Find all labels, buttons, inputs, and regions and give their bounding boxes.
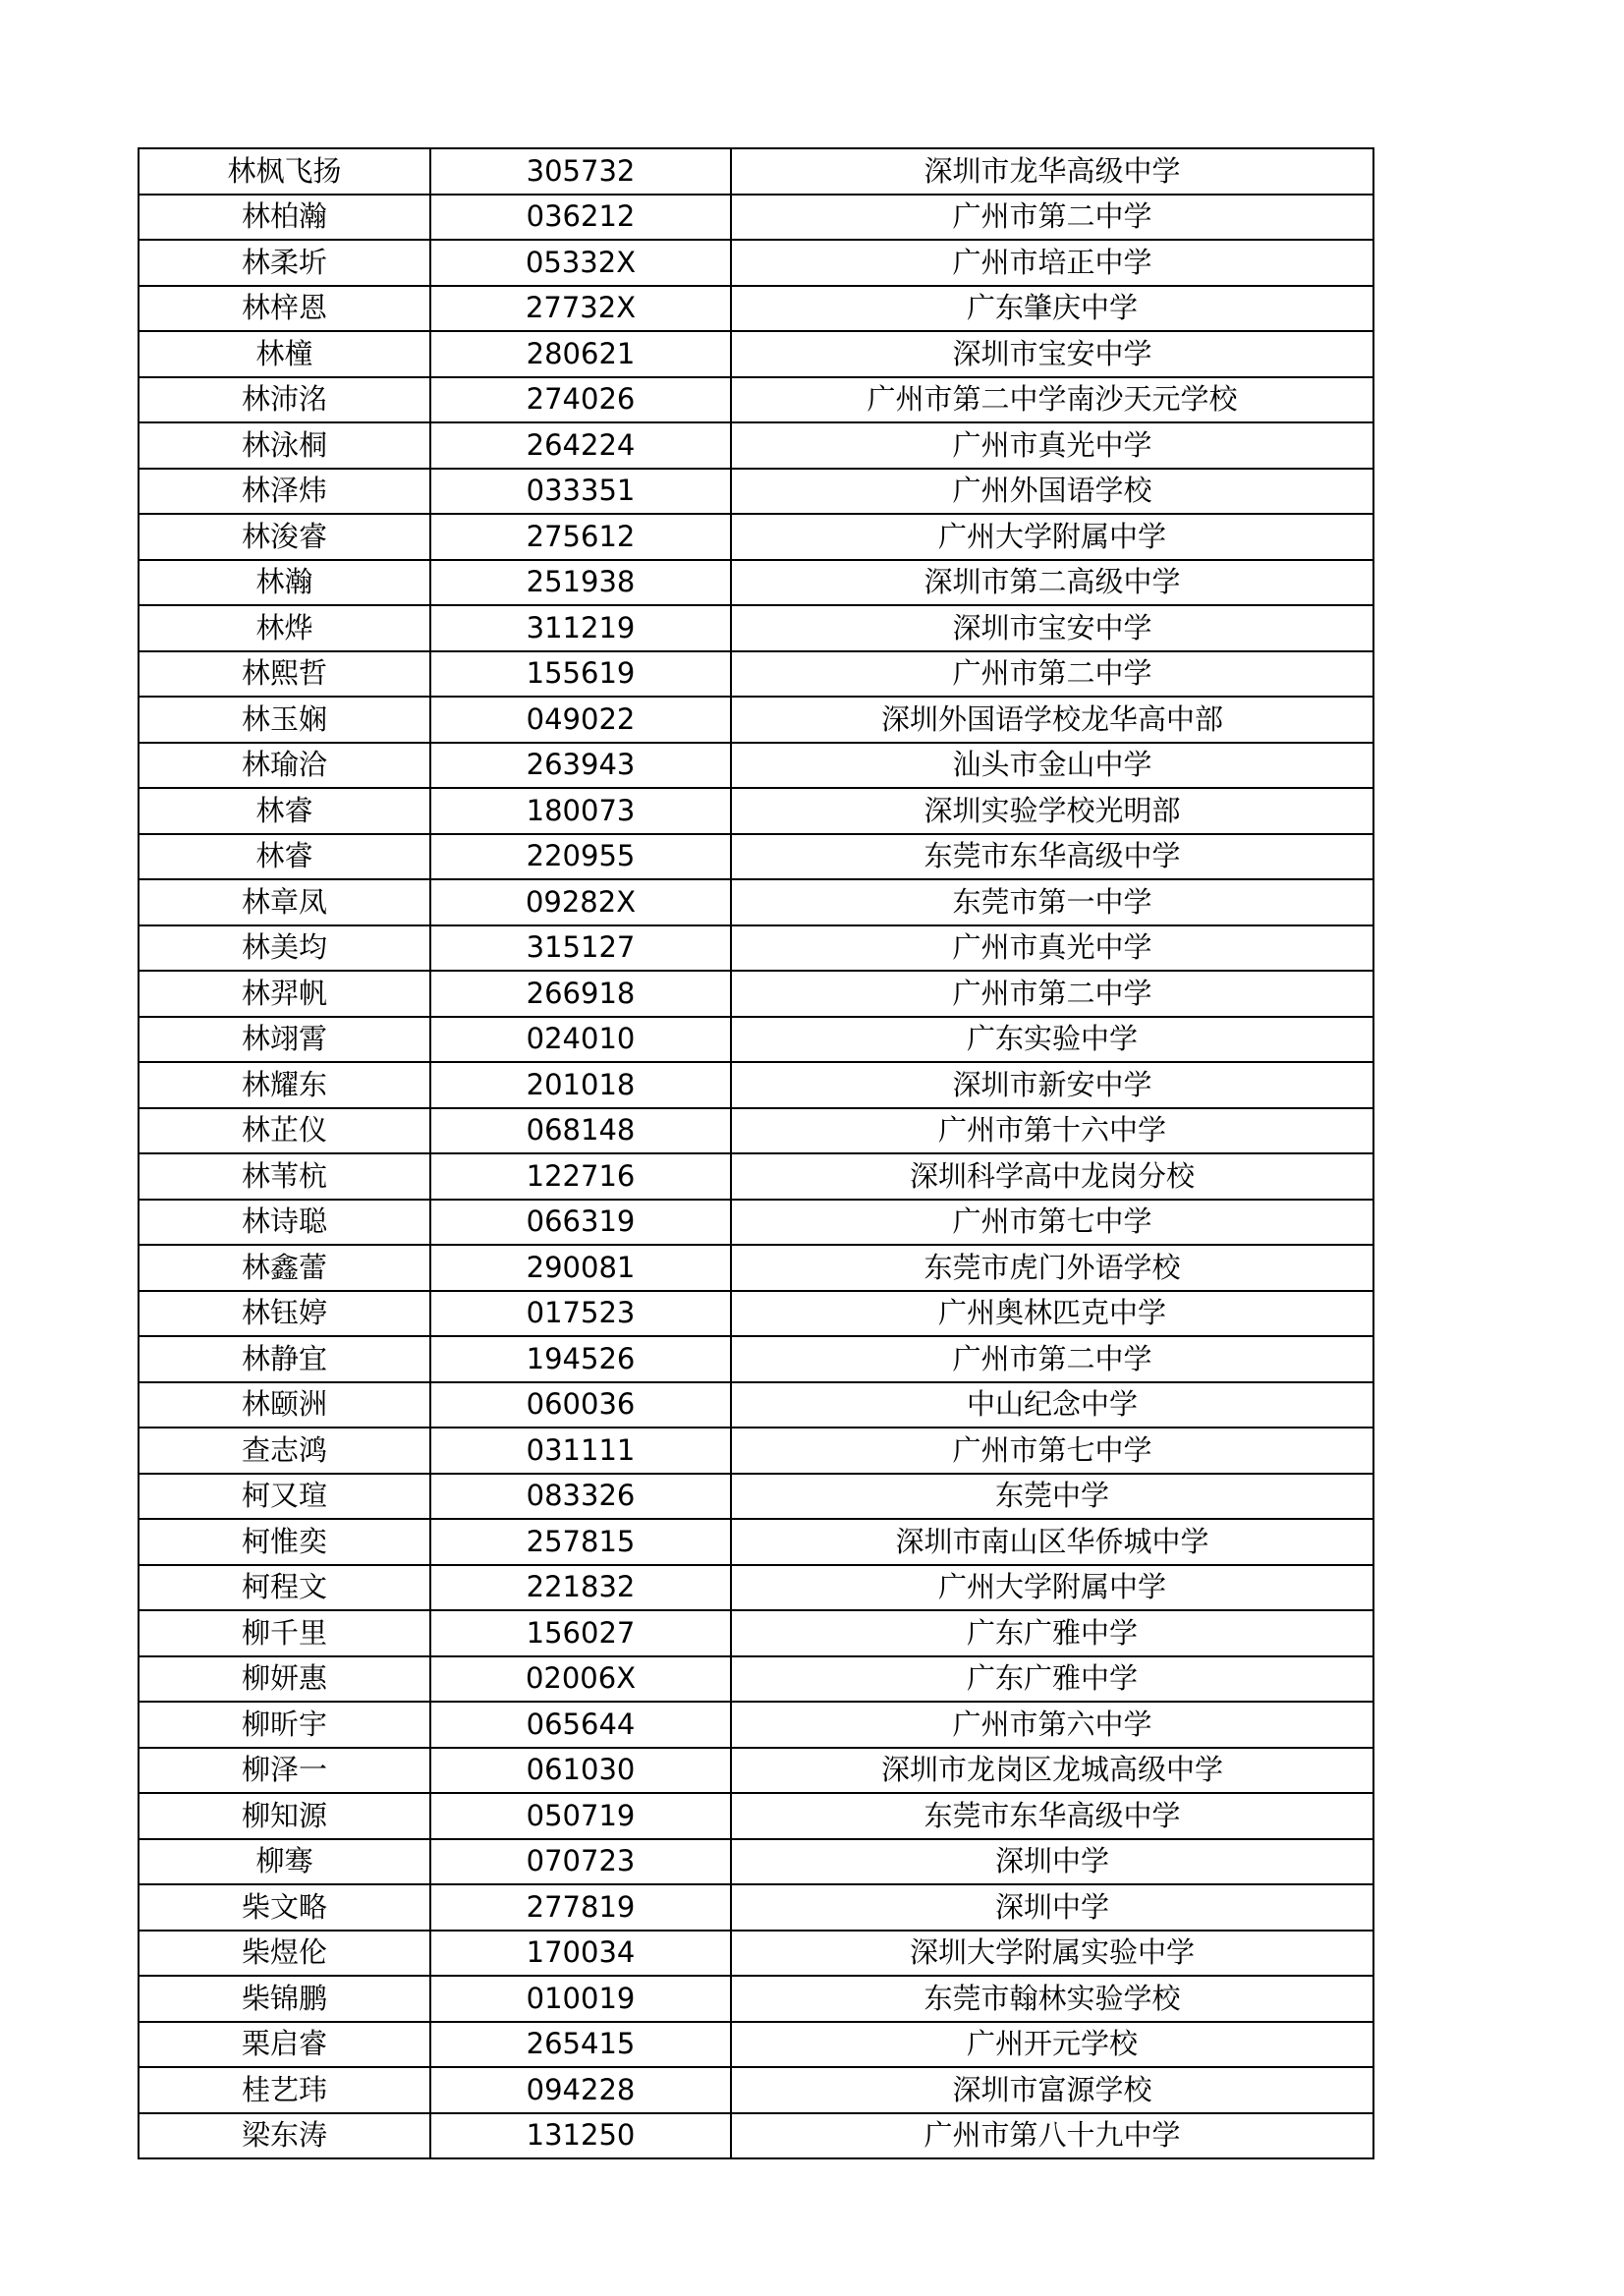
student-id-cell: 066319 xyxy=(430,1200,731,1246)
student-name-cell: 林橦 xyxy=(139,331,430,377)
student-name-cell: 林美均 xyxy=(139,925,430,972)
school-name-cell: 广州市培正中学 xyxy=(731,240,1373,286)
student-name-cell: 柳昕宇 xyxy=(139,1702,430,1748)
table-row xyxy=(139,1382,1373,1428)
school-name-cell: 广州市第二中学南沙天元学校 xyxy=(731,377,1373,423)
table-row xyxy=(139,743,1373,789)
school-name-cell: 广州市真光中学 xyxy=(731,422,1373,469)
student-id-cell: 017523 xyxy=(430,1291,731,1337)
student-id-cell: 031111 xyxy=(430,1428,731,1474)
table-row xyxy=(139,1931,1373,1977)
student-id-cell: 265415 xyxy=(430,2022,731,2068)
student-name-cell: 林烨 xyxy=(139,605,430,651)
student-name-cell: 林枫飞扬 xyxy=(139,148,430,195)
table-row xyxy=(139,2022,1373,2068)
student-name-cell: 柳泽一 xyxy=(139,1748,430,1794)
student-id-cell: 024010 xyxy=(430,1017,731,1063)
school-name-cell: 深圳中学 xyxy=(731,1884,1373,1931)
table-row xyxy=(139,1884,1373,1931)
student-id-cell: 305732 xyxy=(430,148,731,195)
school-name-cell: 广州大学附属中学 xyxy=(731,1565,1373,1611)
school-name-cell: 广州奥林匹克中学 xyxy=(731,1291,1373,1337)
student-name-cell: 林章凤 xyxy=(139,879,430,925)
table-row xyxy=(139,1839,1373,1885)
student-name-cell: 林梓恩 xyxy=(139,286,430,332)
student-name-cell: 林睿 xyxy=(139,834,430,880)
table-row xyxy=(139,1702,1373,1748)
student-id-cell: 290081 xyxy=(430,1245,731,1291)
table-row xyxy=(139,834,1373,880)
school-name-cell: 广州市第二中学 xyxy=(731,1336,1373,1382)
student-id-cell: 274026 xyxy=(430,377,731,423)
table-row xyxy=(139,1017,1373,1063)
table-row xyxy=(139,195,1373,241)
school-name-cell: 深圳科学高中龙岗分校 xyxy=(731,1153,1373,1200)
school-name-cell: 东莞市东华高级中学 xyxy=(731,1793,1373,1839)
student-name-cell: 林瀚 xyxy=(139,560,430,606)
student-name-cell: 柯惟奕 xyxy=(139,1519,430,1565)
school-name-cell: 广州市第七中学 xyxy=(731,1200,1373,1246)
school-name-cell: 广东广雅中学 xyxy=(731,1656,1373,1703)
table-row xyxy=(139,469,1373,515)
table-row xyxy=(139,651,1373,698)
student-name-cell: 查志鸿 xyxy=(139,1428,430,1474)
table-row xyxy=(139,1656,1373,1703)
table-row xyxy=(139,1153,1373,1200)
roster-table-body xyxy=(139,148,1373,2158)
student-name-cell: 柯程文 xyxy=(139,1565,430,1611)
table-row xyxy=(139,240,1373,286)
student-id-cell: 264224 xyxy=(430,422,731,469)
student-name-cell: 林柔圻 xyxy=(139,240,430,286)
student-id-cell: 036212 xyxy=(430,195,731,241)
school-name-cell: 深圳市第二高级中学 xyxy=(731,560,1373,606)
student-name-cell: 桂艺玮 xyxy=(139,2067,430,2113)
student-id-cell: 02006X xyxy=(430,1656,731,1703)
student-name-cell: 林钰婷 xyxy=(139,1291,430,1337)
school-name-cell: 中山纪念中学 xyxy=(731,1382,1373,1428)
student-name-cell: 林苇杭 xyxy=(139,1153,430,1200)
student-name-cell: 栗启睿 xyxy=(139,2022,430,2068)
student-name-cell: 柴锦鹏 xyxy=(139,1976,430,2022)
student-name-cell: 林诗聪 xyxy=(139,1200,430,1246)
student-id-cell: 010019 xyxy=(430,1976,731,2022)
student-name-cell: 梁东涛 xyxy=(139,2113,430,2159)
table-row xyxy=(139,2067,1373,2113)
student-name-cell: 林浚睿 xyxy=(139,514,430,560)
table-row xyxy=(139,925,1373,972)
student-name-cell: 柯又瑄 xyxy=(139,1474,430,1520)
school-name-cell: 深圳实验学校光明部 xyxy=(731,788,1373,834)
student-id-cell: 221832 xyxy=(430,1565,731,1611)
table-row xyxy=(139,331,1373,377)
school-name-cell: 广东肇庆中学 xyxy=(731,286,1373,332)
student-id-cell: 257815 xyxy=(430,1519,731,1565)
school-name-cell: 深圳市宝安中学 xyxy=(731,605,1373,651)
student-id-cell: 049022 xyxy=(430,697,731,743)
student-id-cell: 050719 xyxy=(430,1793,731,1839)
school-name-cell: 深圳大学附属实验中学 xyxy=(731,1931,1373,1977)
student-name-cell: 林芷仪 xyxy=(139,1108,430,1154)
student-id-cell: 156027 xyxy=(430,1610,731,1656)
student-name-cell: 林瑜洽 xyxy=(139,743,430,789)
student-name-cell: 林沛洺 xyxy=(139,377,430,423)
school-name-cell: 广州市第二中学 xyxy=(731,195,1373,241)
student-name-cell: 林泳桐 xyxy=(139,422,430,469)
school-name-cell: 广州市第七中学 xyxy=(731,1428,1373,1474)
student-name-cell: 林翊霄 xyxy=(139,1017,430,1063)
school-name-cell: 广州市第六中学 xyxy=(731,1702,1373,1748)
student-name-cell: 林睿 xyxy=(139,788,430,834)
student-id-cell: 277819 xyxy=(430,1884,731,1931)
student-id-cell: 220955 xyxy=(430,834,731,880)
school-name-cell: 广州市真光中学 xyxy=(731,925,1373,972)
student-name-cell: 林玉娴 xyxy=(139,697,430,743)
student-name-cell: 柴煜伦 xyxy=(139,1931,430,1977)
student-id-cell: 131250 xyxy=(430,2113,731,2159)
student-name-cell: 林柏瀚 xyxy=(139,195,430,241)
student-name-cell: 柳知源 xyxy=(139,1793,430,1839)
student-id-cell: 122716 xyxy=(430,1153,731,1200)
table-row xyxy=(139,1519,1373,1565)
school-name-cell: 深圳市宝安中学 xyxy=(731,331,1373,377)
student-name-cell: 林鑫蕾 xyxy=(139,1245,430,1291)
table-row xyxy=(139,1245,1373,1291)
student-name-cell: 林耀东 xyxy=(139,1062,430,1108)
table-row xyxy=(139,1976,1373,2022)
student-name-cell: 林泽炜 xyxy=(139,469,430,515)
table-row xyxy=(139,1474,1373,1520)
table-row xyxy=(139,1336,1373,1382)
school-name-cell: 广州市第八十九中学 xyxy=(731,2113,1373,2159)
school-name-cell: 广东实验中学 xyxy=(731,1017,1373,1063)
student-id-cell: 170034 xyxy=(430,1931,731,1977)
table-row xyxy=(139,1108,1373,1154)
student-id-cell: 251938 xyxy=(430,560,731,606)
school-name-cell: 深圳市南山区华侨城中学 xyxy=(731,1519,1373,1565)
student-name-cell: 柴文略 xyxy=(139,1884,430,1931)
table-row xyxy=(139,1200,1373,1246)
table-row xyxy=(139,1062,1373,1108)
student-id-cell: 194526 xyxy=(430,1336,731,1382)
table-row xyxy=(139,377,1373,423)
student-name-cell: 林颐洲 xyxy=(139,1382,430,1428)
school-name-cell: 深圳外国语学校龙华高中部 xyxy=(731,697,1373,743)
student-id-cell: 280621 xyxy=(430,331,731,377)
student-id-cell: 180073 xyxy=(430,788,731,834)
student-id-cell: 266918 xyxy=(430,971,731,1017)
school-name-cell: 深圳市龙岗区龙城高级中学 xyxy=(731,1748,1373,1794)
school-name-cell: 广州开元学校 xyxy=(731,2022,1373,2068)
school-name-cell: 汕头市金山中学 xyxy=(731,743,1373,789)
table-row xyxy=(139,971,1373,1017)
table-row xyxy=(139,788,1373,834)
student-name-cell: 柳妍惠 xyxy=(139,1656,430,1703)
student-id-cell: 315127 xyxy=(430,925,731,972)
student-id-cell: 263943 xyxy=(430,743,731,789)
table-row xyxy=(139,697,1373,743)
table-row xyxy=(139,2113,1373,2159)
school-name-cell: 广州大学附属中学 xyxy=(731,514,1373,560)
school-name-cell: 广州市第二中学 xyxy=(731,971,1373,1017)
student-name-cell: 林熙哲 xyxy=(139,651,430,698)
table-row xyxy=(139,514,1373,560)
student-name-cell: 柳千里 xyxy=(139,1610,430,1656)
student-id-cell: 201018 xyxy=(430,1062,731,1108)
student-id-cell: 061030 xyxy=(430,1748,731,1794)
table-row xyxy=(139,879,1373,925)
student-id-cell: 09282X xyxy=(430,879,731,925)
student-id-cell: 060036 xyxy=(430,1382,731,1428)
school-name-cell: 东莞市第一中学 xyxy=(731,879,1373,925)
table-row xyxy=(139,422,1373,469)
table-row xyxy=(139,605,1373,651)
school-name-cell: 深圳市龙华高级中学 xyxy=(731,148,1373,195)
student-id-cell: 033351 xyxy=(430,469,731,515)
table-row xyxy=(139,1610,1373,1656)
table-row xyxy=(139,1291,1373,1337)
student-id-cell: 05332X xyxy=(430,240,731,286)
roster-table xyxy=(138,147,1374,2159)
school-name-cell: 广州市第十六中学 xyxy=(731,1108,1373,1154)
school-name-cell: 广州外国语学校 xyxy=(731,469,1373,515)
table-row xyxy=(139,286,1373,332)
student-id-cell: 311219 xyxy=(430,605,731,651)
table-row xyxy=(139,1793,1373,1839)
student-name-cell: 林羿帆 xyxy=(139,971,430,1017)
student-id-cell: 094228 xyxy=(430,2067,731,2113)
student-name-cell: 柳骞 xyxy=(139,1839,430,1885)
school-name-cell: 广州市第二中学 xyxy=(731,651,1373,698)
table-row xyxy=(139,1748,1373,1794)
school-name-cell: 深圳市富源学校 xyxy=(731,2067,1373,2113)
school-name-cell: 东莞市翰林实验学校 xyxy=(731,1976,1373,2022)
student-name-cell: 林静宜 xyxy=(139,1336,430,1382)
school-name-cell: 深圳中学 xyxy=(731,1839,1373,1885)
school-name-cell: 东莞市东华高级中学 xyxy=(731,834,1373,880)
student-id-cell: 070723 xyxy=(430,1839,731,1885)
school-name-cell: 东莞市虎门外语学校 xyxy=(731,1245,1373,1291)
table-row xyxy=(139,1428,1373,1474)
student-id-cell: 083326 xyxy=(430,1474,731,1520)
student-id-cell: 275612 xyxy=(430,514,731,560)
table-row xyxy=(139,1565,1373,1611)
student-id-cell: 27732X xyxy=(430,286,731,332)
school-name-cell: 广东广雅中学 xyxy=(731,1610,1373,1656)
table-row xyxy=(139,148,1373,195)
table-row xyxy=(139,560,1373,606)
student-id-cell: 068148 xyxy=(430,1108,731,1154)
school-name-cell: 东莞中学 xyxy=(731,1474,1373,1520)
student-id-cell: 065644 xyxy=(430,1702,731,1748)
student-id-cell: 155619 xyxy=(430,651,731,698)
school-name-cell: 深圳市新安中学 xyxy=(731,1062,1373,1108)
